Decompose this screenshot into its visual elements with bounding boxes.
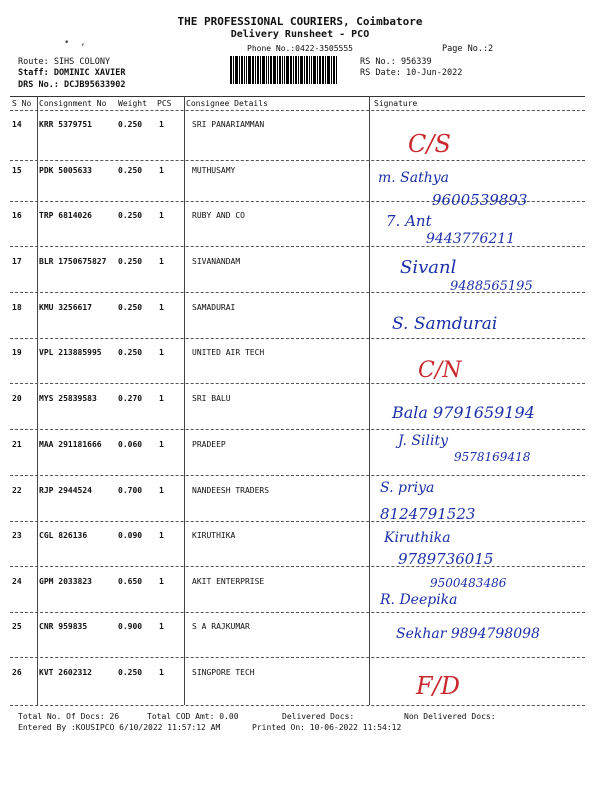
- signature-ink: J. Sility: [398, 433, 448, 449]
- column-divider: [369, 96, 370, 705]
- header-rule: [10, 110, 585, 111]
- row-weight: 0.650: [118, 577, 143, 586]
- row-consignment: CNR 959835: [39, 622, 88, 631]
- row-sno: 19: [12, 348, 22, 357]
- col-header-signature: Signature: [374, 99, 418, 108]
- page-number: Page No.:2: [442, 44, 494, 54]
- col-header-pcs: PCS: [157, 99, 172, 108]
- signature-ink: m. Sathya: [378, 170, 450, 186]
- row-sno: 24: [12, 577, 22, 586]
- row-weight: 0.250: [118, 120, 143, 129]
- row-sno: 18: [12, 303, 22, 312]
- document-title: THE PROFESSIONAL COURIERS, Coimbatore: [177, 15, 423, 28]
- col-header-consignee: Consignee Details: [186, 99, 268, 108]
- row-consignee: SINGPORE TECH: [192, 668, 255, 677]
- row-consignee: SRI BALU: [192, 394, 231, 403]
- staff-label: Staff: DOMINIC XAVIER: [18, 68, 126, 78]
- signature-ink: Kiruthika: [384, 530, 451, 546]
- row-weight: 0.250: [118, 348, 143, 357]
- row-consignee: MUTHUSAMY: [192, 166, 236, 175]
- row-consignee: SRI PANARIAMMAN: [192, 120, 265, 129]
- row-consignee: AKIT ENTERPRISE: [192, 577, 265, 586]
- col-header-sno: S No: [12, 99, 32, 108]
- row-rule: [10, 383, 585, 384]
- signature-ink: 9578169418: [454, 450, 531, 464]
- row-consignment: BLR 1750675827: [39, 257, 107, 266]
- row-sno: 25: [12, 622, 22, 631]
- row-consignment: RJP 2944524: [39, 486, 92, 495]
- row-weight: 0.250: [118, 668, 143, 677]
- signature-ink: C/N: [418, 358, 462, 383]
- row-consignment: PDK 5005633: [39, 166, 92, 175]
- row-weight: 0.250: [118, 211, 143, 220]
- row-sno: 20: [12, 394, 22, 403]
- row-weight: 0.270: [118, 394, 143, 403]
- signature-ink: Sivanl: [400, 257, 457, 278]
- row-pcs: 1: [159, 668, 164, 677]
- col-header-weight: Weight: [118, 99, 147, 108]
- entered-by: Entered By :KOUSIPCO 6/10/2022 11:57:12 AM: [18, 723, 221, 732]
- signature-ink: 7. Ant: [386, 212, 432, 230]
- row-pcs: 1: [159, 394, 164, 403]
- signature-ink: Sekhar 9894798098: [396, 626, 540, 642]
- total-docs: Total No. Of Docs: 26: [18, 712, 120, 721]
- row-consignment: KMU 3256617: [39, 303, 92, 312]
- row-weight: 0.700: [118, 486, 143, 495]
- row-pcs: 1: [159, 120, 164, 129]
- signature-ink: F/D: [416, 672, 460, 700]
- row-sno: 14: [12, 120, 22, 129]
- row-pcs: 1: [159, 486, 164, 495]
- row-pcs: 1: [159, 211, 164, 220]
- signature-ink: 9500483486: [430, 576, 507, 590]
- row-consignee: SIVANANDAM: [192, 257, 241, 266]
- row-consignment: VPL 213885995: [39, 348, 102, 357]
- row-sno: 22: [12, 486, 22, 495]
- table-top-rule: [10, 96, 585, 97]
- row-pcs: 1: [159, 577, 164, 586]
- row-rule: [10, 657, 585, 658]
- row-sno: 23: [12, 531, 22, 540]
- row-consignment: MYS 25839583: [39, 394, 97, 403]
- row-weight: 0.060: [118, 440, 143, 449]
- signature-ink: C/S: [408, 130, 451, 158]
- row-sno: 15: [12, 166, 22, 175]
- row-pcs: 1: [159, 348, 164, 357]
- row-weight: 0.900: [118, 622, 143, 631]
- row-pcs: 1: [159, 440, 164, 449]
- signature-ink: 9789736015: [398, 550, 494, 568]
- row-pcs: 1: [159, 166, 164, 175]
- row-consignee: NANDEESH TRADERS: [192, 486, 270, 495]
- row-consignment: KRR 5379751: [39, 120, 92, 129]
- delivered-docs: Delivered Docs:: [282, 712, 355, 721]
- row-consignee: RUBY AND CO: [192, 211, 245, 220]
- rs-number: RS No.: 956339: [360, 57, 432, 67]
- signature-ink: 9488565195: [450, 279, 533, 294]
- row-rule: [10, 429, 585, 430]
- signature-ink: S. priya: [380, 480, 435, 496]
- row-pcs: 1: [159, 531, 164, 540]
- row-weight: 0.090: [118, 531, 143, 540]
- row-consignee: SAMADURAI: [192, 303, 236, 312]
- row-rule: [10, 705, 585, 706]
- row-sno: 21: [12, 440, 22, 449]
- total-cod: Total COD Amt: 0.00: [147, 712, 239, 721]
- rs-date: RS Date: 10-Jun-2022: [360, 68, 463, 78]
- row-sno: 26: [12, 668, 22, 677]
- row-pcs: 1: [159, 622, 164, 631]
- row-consignment: TRP 6814026: [39, 211, 92, 220]
- row-rule: [10, 475, 585, 476]
- row-pcs: 1: [159, 257, 164, 266]
- row-rule: [10, 566, 585, 567]
- row-consignee: KIRUTHIKA: [192, 531, 236, 540]
- row-consignee: S A RAJKUMAR: [192, 622, 250, 631]
- row-weight: 0.250: [118, 257, 143, 266]
- row-consignment: GPM 2033823: [39, 577, 92, 586]
- row-consignment: CGL 826136: [39, 531, 88, 540]
- column-divider: [184, 96, 185, 705]
- signature-ink: 9443776211: [426, 231, 516, 247]
- barcode-icon: [230, 56, 356, 84]
- signature-ink: S. Samdurai: [392, 314, 498, 334]
- row-rule: [10, 612, 585, 613]
- printed-on: Printed On: 10-06-2022 11:54:12: [252, 723, 402, 732]
- row-sno: 16: [12, 211, 22, 220]
- col-header-consignment: Consignment No: [39, 99, 107, 108]
- column-divider: [37, 96, 38, 705]
- row-weight: 0.250: [118, 303, 143, 312]
- row-rule: [10, 521, 585, 522]
- drs-number: DRS No.: DCJB95633902: [18, 80, 126, 90]
- row-pcs: 1: [159, 303, 164, 312]
- row-weight: 0.250: [118, 166, 143, 175]
- document-subtitle: Delivery Runsheet - PCO: [230, 29, 370, 40]
- row-sno: 17: [12, 257, 22, 266]
- signature-ink: 9600539893: [432, 191, 528, 209]
- signature-ink: R. Deepika: [380, 592, 458, 608]
- row-consignee: PRADEEP: [192, 440, 226, 449]
- non-delivered-docs: Non Delivered Docs:: [404, 712, 496, 721]
- row-consignee: UNITED AIR TECH: [192, 348, 265, 357]
- route-label: Route: SIHS COLONY: [18, 57, 111, 67]
- row-consignment: KVT 2602312: [39, 668, 92, 677]
- row-rule: [10, 338, 585, 339]
- row-rule: [10, 160, 585, 161]
- speck-marks: • ,: [64, 38, 86, 48]
- signature-ink: Bala 9791659194: [392, 403, 535, 422]
- signature-ink: 8124791523: [380, 505, 476, 523]
- row-consignment: MAA 291181666: [39, 440, 102, 449]
- phone-number: Phone No.:0422-3505555: [247, 44, 353, 53]
